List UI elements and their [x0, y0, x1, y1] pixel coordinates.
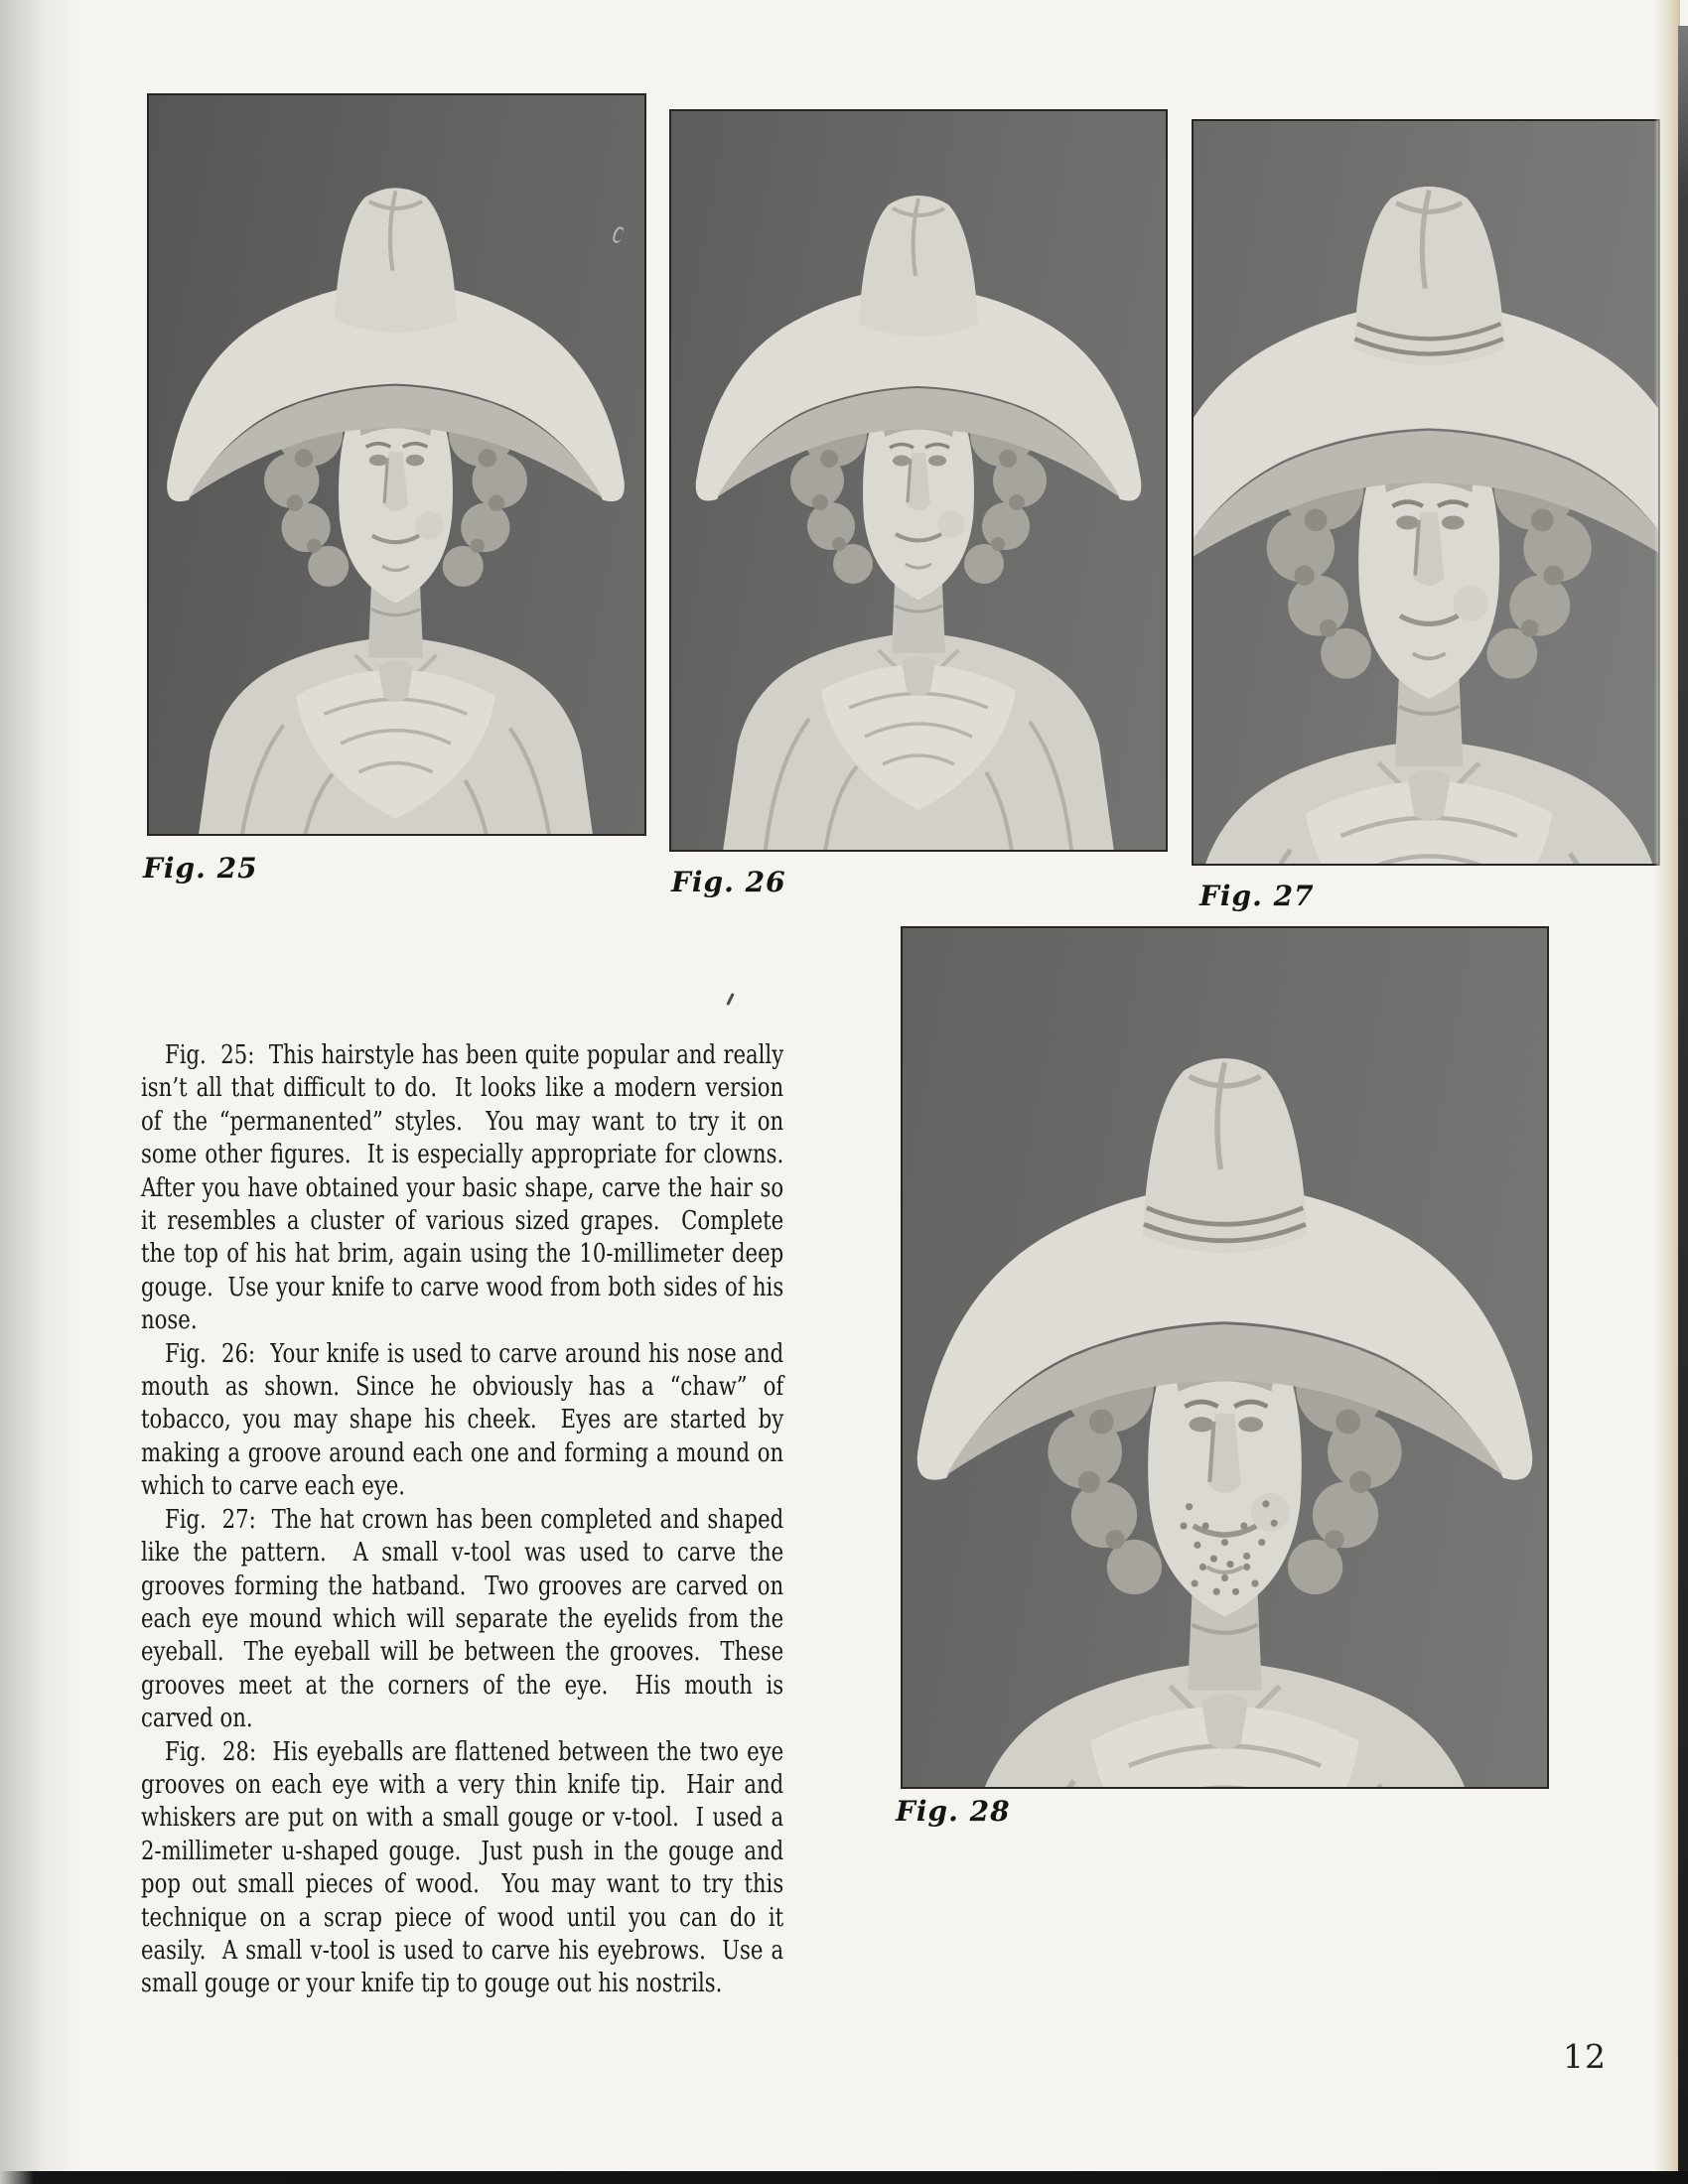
figure-27-photo: [1192, 119, 1660, 866]
paragraph-fig27: Fig. 27: The hat crown has been completed and shaped like the pattern. A small v-tool was used to carve the grooves forming the hatband. Two grooves are carved on each eye mound which will separate the eyelids from the eyeball. The eyeball will be between the grooves. These grooves meet at the corners of the eye. His mouth is carved on.: [141, 1503, 790, 1734]
page-edge-paper: [1654, 0, 1680, 2184]
figure-27-caption: Fig. 27: [1199, 880, 1315, 912]
carved-cowboy-image: [903, 928, 1547, 1787]
figure-26-caption: Fig. 26: [671, 866, 786, 898]
page-number: 12: [1563, 2037, 1607, 2076]
paragraph-fig25: Fig. 25: This hairstyle has been quite popular and really isn’t all that difficult to do. It looks like a modern version of the “permanented” styles. You may want to try it on some other figures. It is especially appropriate for clowns. After you have obtained your basic shape, carve the hair so it resembles a cluster of various sized grapes. Complete the top of his hat brim, again using the 10-millimeter deep gouge. Use your knife to carve wood from both sides of his nose.: [141, 1039, 797, 1336]
paragraph-fig28: Fig. 28: His eyeballs are flattened between the two eye grooves on each eye with a very thin knife tip. Hair and whiskers are put on with a small gouge or v-tool. I used a 2-millimeter u-shaped gouge. Just push in the gouge and pop out small pieces of wood. You may want to try this technique on a scrap piece of wood until you can do it easily. A small v-tool is used to carve his eyebrows. Use a small gouge or your knife tip to gouge out his nostrils.: [141, 1735, 790, 1999]
instruction-text: [141, 1038, 797, 2000]
figure-28-photo: [901, 926, 1549, 1789]
scan-edge-right: [1678, 26, 1688, 2184]
scan-edge-left: [0, 0, 77, 2184]
carved-cowboy-image: [1194, 121, 1658, 864]
scan-artifact-tick: [726, 993, 734, 1006]
figure-26-photo: [669, 109, 1168, 852]
carved-cowboy-image: [149, 95, 644, 834]
paragraph-fig26: Fig. 26: Your knife is used to carve around his nose and mouth as shown. Since he obviously has a “chaw” of tobacco, you may shape his cheek. Eyes are started by making a groove around each one and forming a mound on which to carve each eye.: [141, 1337, 790, 1502]
figure-28-caption: Fig. 28: [896, 1795, 1011, 1828]
figure-25-caption: Fig. 25: [143, 852, 258, 885]
figure-25-photo: [147, 93, 646, 836]
scan-edge-bottom: [0, 2171, 1688, 2184]
carved-cowboy-image: [671, 111, 1166, 850]
